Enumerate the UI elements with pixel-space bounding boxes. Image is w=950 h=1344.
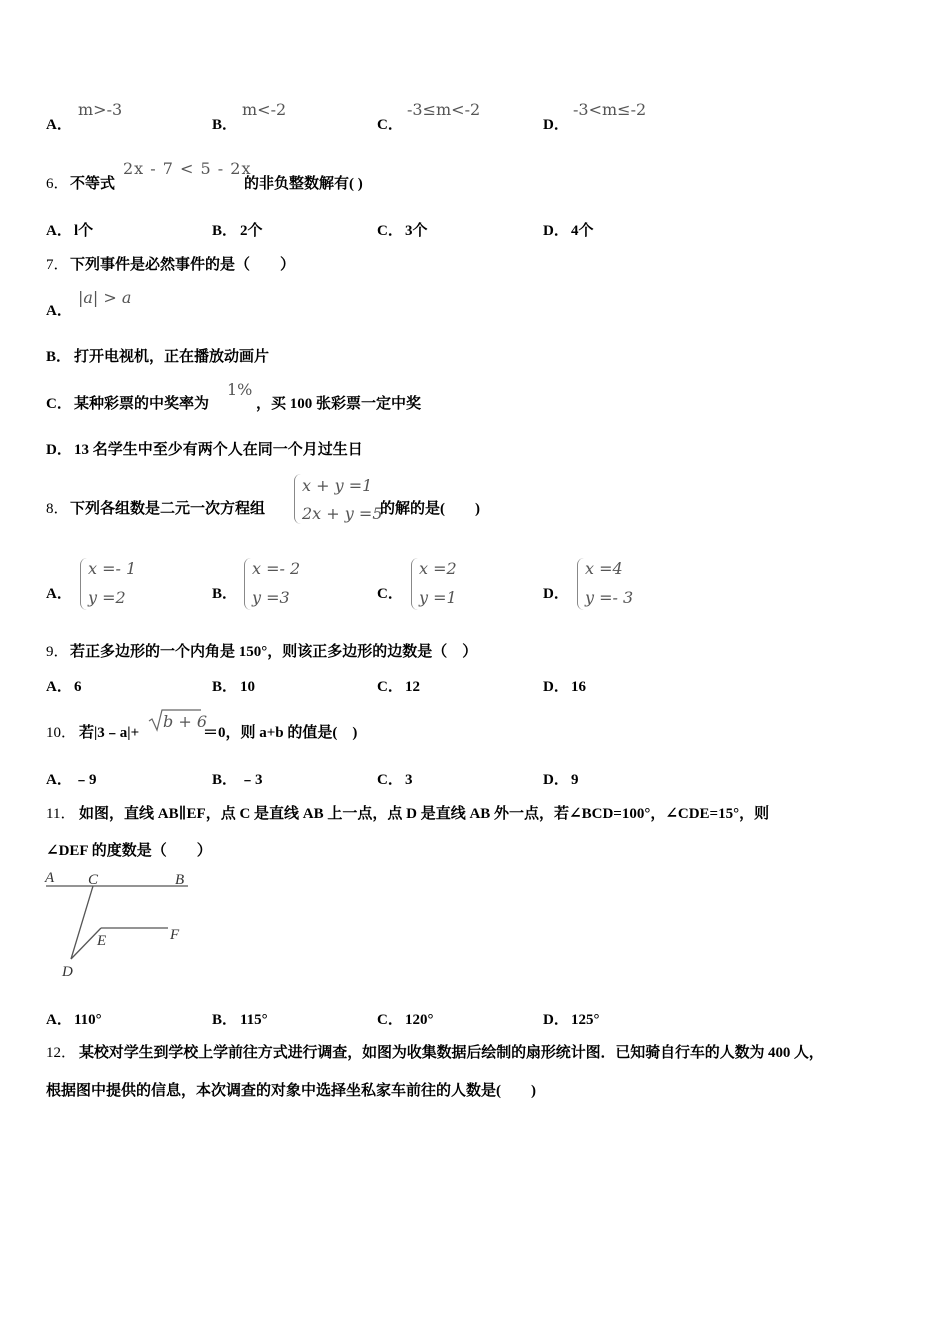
q9-option-d-text: 16 [571, 679, 586, 695]
q10-stem-post: ＝0，则 a+b 的值是( ) [203, 725, 358, 741]
q8-option-d-brace [577, 558, 584, 610]
q7-option-d-text: 13 名学生中至少有两个人在同一个月过生日 [74, 442, 363, 458]
q8-equation-1: x + y =1 [302, 476, 373, 495]
q6-option-a-letter: A． [46, 223, 72, 239]
q9-option-c-text: 12 [405, 679, 420, 695]
q10-option-d-letter: D． [543, 772, 569, 788]
q9-option-a-text: 6 [74, 679, 82, 695]
q8-option-c-line2: y =1 [419, 588, 457, 607]
q10-option-b-letter: B． [212, 772, 238, 788]
q7-option-b-text: 打开电视机，正在播放动画片 [74, 349, 270, 365]
q9-option-b-letter: B． [212, 679, 238, 695]
q6-option-c-text: 3个 [405, 223, 428, 239]
q10-option-b-text: ﹣3 [240, 772, 263, 788]
q8-option-c-letter: C． [377, 586, 403, 602]
point-a-label: A [45, 870, 55, 886]
q6-option-d-text: 4个 [571, 223, 594, 239]
q5-option-a-math: m>-3 [78, 100, 123, 119]
q7-option-b-letter: B． [46, 349, 72, 365]
q12-stem-line1: 某校对学生到学校上学前往方式进行调查，如图为收集数据后绘制的扇形统计图．已知骑自行车的人数为 400 人， [79, 1045, 824, 1061]
q8-option-b-line1: x =- 2 [252, 559, 301, 578]
q11-option-d-text: 125° [571, 1012, 600, 1028]
q6-option-b-letter: B． [212, 223, 238, 239]
q8-option-b-letter: B． [212, 586, 238, 602]
q8-stem-post: 的解的是( ) [380, 501, 480, 517]
point-b-label: B [175, 872, 185, 888]
q8-option-d-line1: x =4 [585, 559, 623, 578]
q7-option-c-pre: 某种彩票的中奖率为 [74, 396, 210, 412]
q6-number: 6． [46, 176, 69, 192]
q5-option-c-letter: C． [377, 117, 403, 133]
q9-option-a-letter: A． [46, 679, 72, 695]
q7-option-c-percent: 1% [227, 380, 253, 399]
q8-option-b-line2: y =3 [252, 588, 290, 607]
q8-option-c-line1: x =2 [419, 559, 457, 578]
q8-option-a-letter: A． [46, 586, 72, 602]
q10-option-a-text: ﹣9 [74, 772, 97, 788]
q5-option-b-math: m<-2 [242, 100, 287, 119]
q9-option-c-letter: C． [377, 679, 403, 695]
q8-option-c-brace [411, 558, 418, 610]
q7-number: 7． [46, 257, 69, 273]
q11-option-a-letter: A． [46, 1012, 72, 1028]
q7-option-a-math: |a| > a [78, 288, 132, 307]
q11-option-a-text: 110° [74, 1012, 102, 1028]
point-c-label: C [88, 872, 99, 888]
q11-option-b-text: 115° [240, 1012, 268, 1028]
q5-option-a-letter: A． [46, 117, 72, 133]
q6-option-a-text: l个 [74, 223, 94, 239]
q5-option-d-math: -3<m≤-2 [573, 100, 647, 119]
q11-option-c-letter: C． [377, 1012, 403, 1028]
q10-option-a-letter: A． [46, 772, 72, 788]
q12-stem-line2: 根据图中提供的信息，本次调查的对象中选择坐私家车前往的人数是( ) [46, 1083, 536, 1099]
q11-stem-line1: 如图，直线 AB∥EF，点 C 是直线 AB 上一点，点 D 是直线 AB 外一点，若∠BCD=100°，∠CDE=15°，则 [79, 806, 770, 822]
q8-option-d-letter: D． [543, 586, 569, 602]
q6-inequality: 2x - 7 < 5 - 2x [123, 159, 252, 178]
q10-radicand: b + 6 [163, 712, 207, 731]
q6-option-b-text: 2个 [240, 223, 263, 239]
q8-option-a-brace [80, 558, 87, 610]
q5-option-b-letter: B． [212, 117, 238, 133]
q10-option-c-text: 3 [405, 772, 413, 788]
q11-stem-line2: ∠DEF 的度数是（ ） [46, 843, 212, 859]
q8-option-d-line2: y =- 3 [585, 588, 634, 607]
q7-stem: 下列事件是必然事件的是（ ） [70, 257, 296, 273]
q8-equation-2: 2x + y =5 [302, 504, 383, 523]
q7-option-d-letter: D． [46, 442, 72, 458]
q10-number: 10． [46, 725, 77, 741]
q8-option-a-line1: x =- 1 [88, 559, 137, 578]
q5-option-c-math: -3≤m<-2 [407, 100, 481, 119]
q8-number: 8． [46, 501, 69, 517]
q10-option-d-text: 9 [571, 772, 579, 788]
q6-stem-post: 的非负整数解有( ) [244, 176, 363, 192]
q6-stem-pre: 不等式 [70, 176, 116, 192]
q11-number: 11． [46, 806, 76, 822]
point-d-label: D [62, 964, 73, 980]
q10-stem-pre: 若|3﹣a|+ [79, 725, 140, 741]
point-f-label: F [170, 927, 180, 943]
q6-option-c-letter: C． [377, 223, 403, 239]
q7-option-c-post: ，买 100 张彩票一定中奖 [256, 396, 422, 412]
q12-number: 12． [46, 1045, 77, 1061]
q7-option-c-letter: C． [46, 396, 72, 412]
q11-option-b-letter: B． [212, 1012, 238, 1028]
q8-system-brace [294, 474, 301, 524]
q10-option-c-letter: C． [377, 772, 403, 788]
q6-option-d-letter: D． [543, 223, 569, 239]
q9-stem: 若正多边形的一个内角是 150°，则该正多边形的边数是（ ） [70, 644, 478, 660]
q8-option-b-brace [244, 558, 251, 610]
q8-option-a-line2: y =2 [88, 588, 126, 607]
q7-option-a-letter: A． [46, 303, 72, 319]
q9-number: 9． [46, 644, 69, 660]
q5-option-d-letter: D． [543, 117, 569, 133]
point-e-label: E [97, 933, 107, 949]
q9-option-b-text: 10 [240, 679, 255, 695]
q8-stem: 下列各组数是二元一次方程组 [70, 501, 266, 517]
q11-option-c-text: 120° [405, 1012, 434, 1028]
q9-option-d-letter: D． [543, 679, 569, 695]
q11-option-d-letter: D． [543, 1012, 569, 1028]
q11-figure [40, 866, 200, 982]
